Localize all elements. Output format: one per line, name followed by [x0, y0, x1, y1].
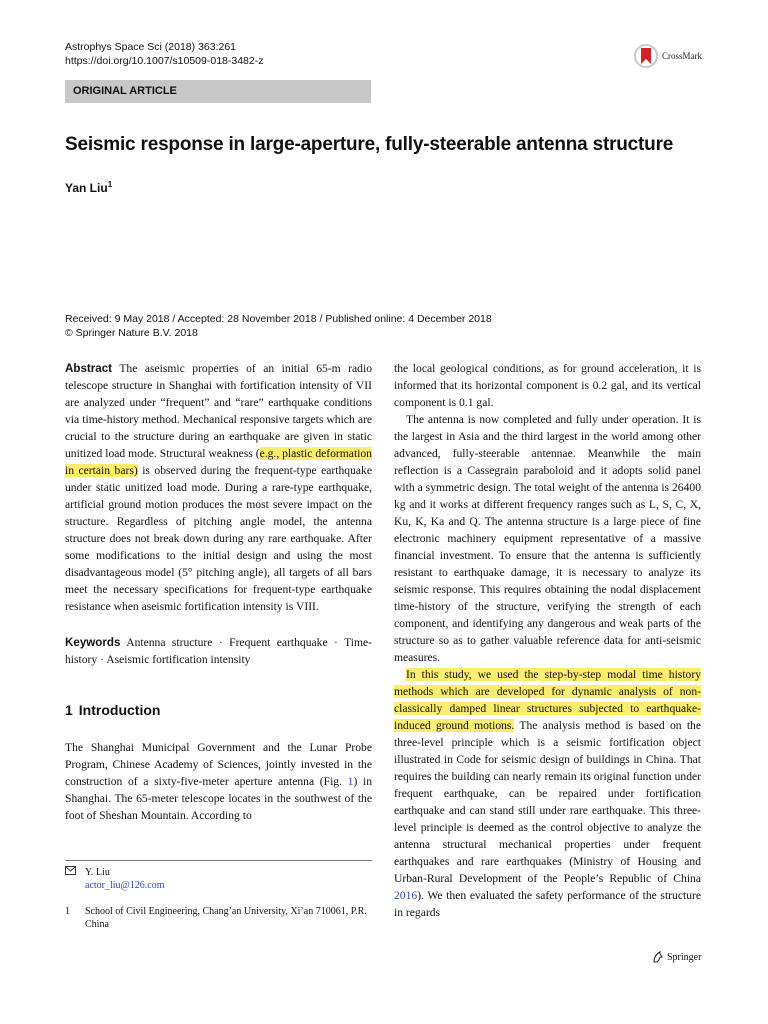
author-affiliation-mark: 1	[107, 180, 113, 189]
keywords-label: Keywords	[65, 636, 121, 649]
left-column	[65, 360, 372, 824]
figure-reference-link[interactable]: 1	[347, 775, 354, 788]
crossmark-icon	[634, 44, 658, 68]
abstract-text-a: The aseismic properties of an initial 65-m radio telescope structure in Shanghai with fortification intensity of VII are analyzed under “frequent” and “rare” earthquake conditions via time-history method. Mechanical responsive targets which are crucial to the structure during an earthquake are given in static unitized load mode. Structural weakness (	[65, 362, 372, 460]
contact-email-link[interactable]: actor_liu@126.com	[85, 880, 165, 891]
keywords	[65, 634, 372, 668]
history-dates: Received: 9 May 2018 / Accepted: 28 November 2018 / Published online: 4 December 2018	[65, 313, 492, 325]
contact-footnote	[65, 866, 372, 892]
abstract-text-b: is observed during the frequent-type earthquake under static unitized load mode. During a rare-type earthquake, artificial ground motion produces the most severe impact on the structure. Regardless of pitching angle model, the antenna structure does not break down during any rare earthquake. After some modifications to the initial design and using the most disadvantageous model (5° pitching angle), all targets of all bars meet the necessary specifications for frequent-type earthquake resistance when aseismic fortification intensity is VIII.	[65, 464, 372, 613]
springer-horse-icon	[652, 951, 664, 963]
affiliation-footnote	[65, 905, 372, 931]
affiliation-text: School of Civil Engineering, Chang’an University, Xi’an 710061, P.R. China	[85, 906, 367, 930]
section-heading-introduction	[65, 702, 372, 719]
footnotes	[65, 866, 372, 931]
author-line	[65, 180, 112, 195]
footnote-divider	[65, 860, 372, 861]
citation-link[interactable]: 2016	[394, 889, 418, 902]
right-paragraph-0: the local geological conditions, as for ground acceleration, it is informed that its horizontal component is 0.2 gal, and its vertical component is 0.1 gal.	[394, 362, 701, 409]
article-title: Seismic response in large-aperture, fully-steerable antenna structure	[65, 134, 674, 155]
abstract-highlight: e.g., plastic deformation in certain bars)	[65, 447, 372, 477]
abstract-label: Abstract	[65, 362, 113, 375]
doi-link[interactable]: https://doi.org/10.1007/s10509-018-3482-z	[65, 55, 264, 67]
affiliation-number: 1	[65, 906, 70, 917]
journal-header	[65, 40, 263, 68]
right-highlight: In this study, we used the step-by-step modal time history methods which are developed for dynamic analysis of non-classically damped linear structures subjected to earthquake-induced ground motions.	[394, 668, 701, 732]
author-name: Yan Liu	[65, 181, 108, 195]
copyright-line: © Springer Nature B.V. 2018	[65, 327, 198, 339]
right-paragraph-2	[394, 666, 701, 921]
envelope-icon	[65, 866, 85, 892]
article-type-banner: ORIGINAL ARTICLE	[65, 80, 371, 103]
publisher-mark	[652, 951, 701, 963]
publication-dates	[65, 312, 492, 340]
intro-text-a: The Shanghai Municipal Government and the Lunar Probe Program, Chinese Academy of Sciences, jointly invested in the construction of a sixty-five-meter aperture antenna (Fig.	[65, 741, 372, 788]
abstract	[65, 360, 372, 615]
contact-name: Y. Liu	[85, 867, 110, 878]
intro-paragraph	[65, 739, 372, 824]
right-paragraph-2-text-a: The analysis method is based on the three-level principle which is a seismic fortification object illustrated in Code for seismic design of buildings in China. That requires the building can nearly remain its original function under frequent earthquake, can be repaired under fortification earthquake and can stand still under rare earthquake. This three-level principle is deemed as the control objective to analyze the antenna structural mechanical properties under frequent earthquakes and rare earthquakes (Ministry of Housing and Urban-Rural Development of the People’s Republic of China	[394, 719, 702, 885]
section-number: 1	[65, 702, 73, 718]
journal-citation: Astrophys Space Sci (2018) 363:261	[65, 41, 237, 53]
section-title: Introduction	[78, 702, 161, 718]
crossmark-badge[interactable]	[634, 44, 702, 68]
keywords-text: Antenna structure · Frequent earthquake · Time-history · Aseismic fortification intensity	[65, 636, 372, 666]
right-paragraph-2-text-b: ). We then evaluated the safety performance of the structure in regards	[394, 889, 701, 919]
crossmark-label: CrossMark	[662, 51, 702, 61]
intro-text-b: ) in Shanghai. The 65-meter telescope locates in the southwest of the foot of Sheshan Mountain. According to	[65, 775, 373, 822]
publisher-name: Springer	[667, 951, 702, 963]
right-paragraph-1: The antenna is now completed and fully under operation. It is the largest in Asia and the third largest in the world among other advanced, fully-steerable antennae. Meanwhile the main reflection is a Cassegrain paraboloid and it adopts solid panel with a symmetric design. The total weight of the antenna is 26400 kg and it works at different frequency ranges such as L, S, C, X, Ku, K, Ka and Q. The antenna structure is a large piece of fine electronic machinery equipment representative of a massive financial investment. To ensure that the antenna is sufficiently resistant to earthquake damage, it is necessary to analyze its seismic response. This requires obtaining the nodal displacement time-history of the structure, verifying the strength of each component, and identifying any dangerous and weak parts of the structure so as to gather valuable reference data for anti-seismic measures.	[394, 413, 701, 664]
right-column	[394, 360, 701, 921]
